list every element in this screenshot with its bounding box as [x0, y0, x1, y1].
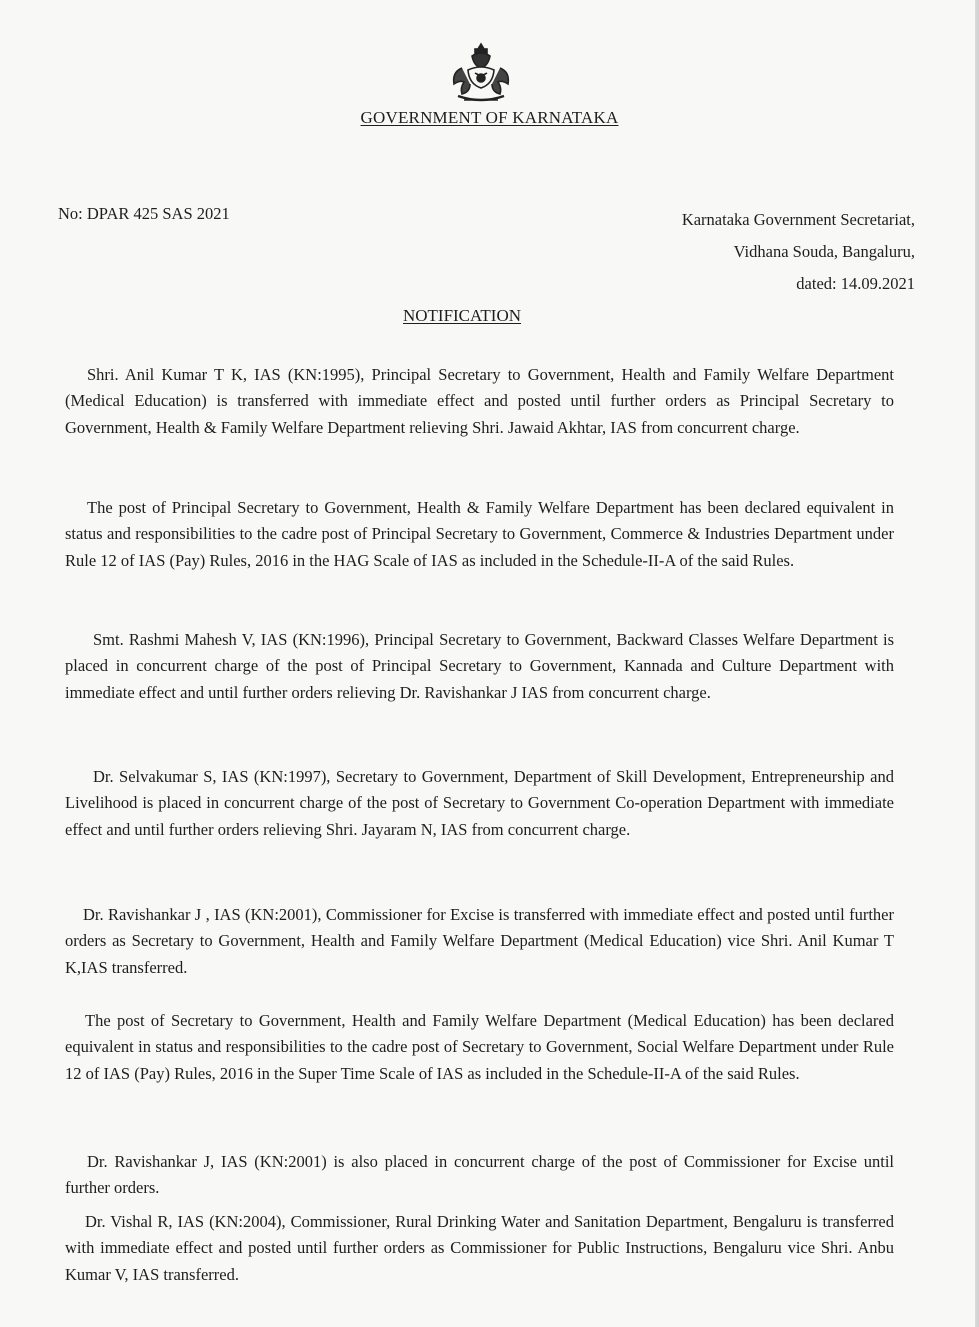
notification-title: NOTIFICATION	[402, 306, 522, 325]
paragraph-ravishankar-excise-charge: Dr. Ravishankar J, IAS (KN:2001) is also placed in concurrent charge of the post of Commissioner for Excise until further orders.	[65, 1152, 894, 1198]
address-line-vidhana-souda: Vidhana Souda, Bangaluru,	[733, 242, 915, 261]
paragraph-selvakumar-charge: Dr. Selvakumar S, IAS (KN:1997), Secretary to Government, Department of Skill Development, Entrepreneurship and Livelihood is placed in concurrent charge of the post of Secretary to Government Co-operation Department with immediate effect and until further orders relieving Shri. Jayaram N, IAS from concurrent charge.	[65, 767, 894, 839]
page-edge-shadow	[975, 0, 979, 1327]
paragraph-secretary-equivalence: The post of Secretary to Government, Health and Family Welfare Department (Medical Education) has been declared equivalent in status and responsibilities to the cadre post of Secretary to Government, Social Welfare Department under Rule 12 of IAS (Pay) Rules, 2016 in the Super Time Scale of IAS as included in the Schedule-II-A of the said Rules.	[65, 1011, 894, 1083]
reference-number: No: DPAR 425 SAS 2021	[58, 204, 230, 223]
paragraph-principal-secretary-equivalence: The post of Principal Secretary to Government, Health & Family Welfare Department has been declared equivalent in status and responsibilities to the cadre post of Principal Secretary to Government, Commerce & Industries Department under Rule 12 of IAS (Pay) Rules, 2016 in the HAG Scale of IAS as included in the Schedule-II-A of the said Rules.	[65, 498, 894, 570]
date-line: dated: 14.09.2021	[796, 274, 915, 293]
address-block	[682, 204, 915, 300]
government-title: GOVERNMENT OF KARNATAKA	[360, 108, 619, 127]
paragraph-ravishankar-transfer: Dr. Ravishankar J , IAS (KN:2001), Commissioner for Excise is transferred with immediate effect and posted until further orders as Secretary to Government, Health and Family Welfare Department (Medical Education) vice Shri. Anil Kumar T K,IAS transferred.	[65, 905, 894, 977]
paragraph-rashmi-mahesh-charge: Smt. Rashmi Mahesh V, IAS (KN:1996), Principal Secretary to Government, Backward Classes Welfare Department is placed in concurrent charge of the post of Principal Secretary to Government, Kannada and Culture Department with immediate effect and until further orders relieving Dr. Ravishankar J IAS from concurrent charge.	[65, 630, 894, 702]
paragraph-vishal-transfer: Dr. Vishal R, IAS (KN:2004), Commissioner, Rural Drinking Water and Sanitation Department, Bengaluru is transferred with immediate effect and posted until further orders as Commissioner for Public Instructions, Bengaluru vice Shri. Anbu Kumar V, IAS transferred.	[65, 1212, 894, 1284]
address-line-secretariat: Karnataka Government Secretariat,	[681, 210, 915, 229]
karnataka-state-emblem-icon	[442, 40, 520, 110]
paragraph-anil-kumar-transfer: Shri. Anil Kumar T K, IAS (KN:1995), Principal Secretary to Government, Health and Family Welfare Department (Medical Education) is transferred with immediate effect and posted until further orders as Principal Secretary to Government, Health & Family Welfare Department relieving Shri. Jawaid Akhtar, IAS from concurrent charge.	[65, 365, 894, 437]
